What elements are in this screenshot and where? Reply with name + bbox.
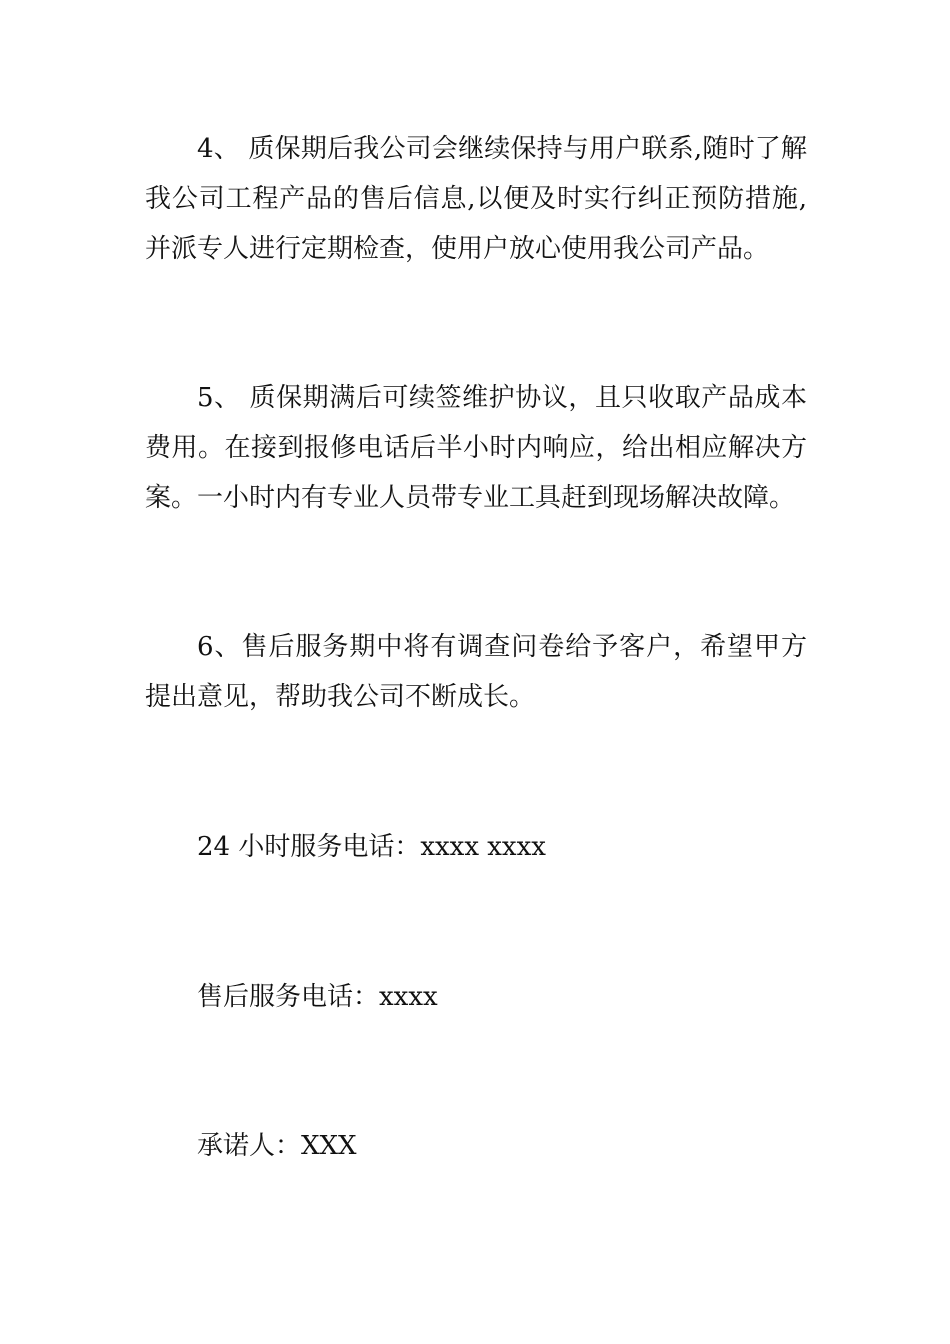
hotline-text: 24 小时服务电话：xxxx xxxx <box>197 832 546 862</box>
promisor-text: 承诺人：XXX <box>197 1131 357 1161</box>
paragraph-item-4: 4、 质保期后我公司会继续保持与用户联系,随时了解我公司工程产品的售后信息,以便及时实行纠正预防措施,并派专人进行定期检查，使用户放心使用我公司产品。 <box>145 134 807 264</box>
aftersales-phone-text: 售后服务电话：xxxx <box>197 982 438 1012</box>
paragraph-item-5: 5、 质保期满后可续签维护协议，且只收取产品成本费用。在接到报修电话后半小时内响应，给出相应解决方案。一小时内有专业人员带专业工具赶到现场解决故障。 <box>145 383 807 513</box>
paragraph-item-6: 6、售后服务期中将有调查问卷给予客户，希望甲方提出意见，帮助我公司不断成长。 <box>145 632 807 712</box>
